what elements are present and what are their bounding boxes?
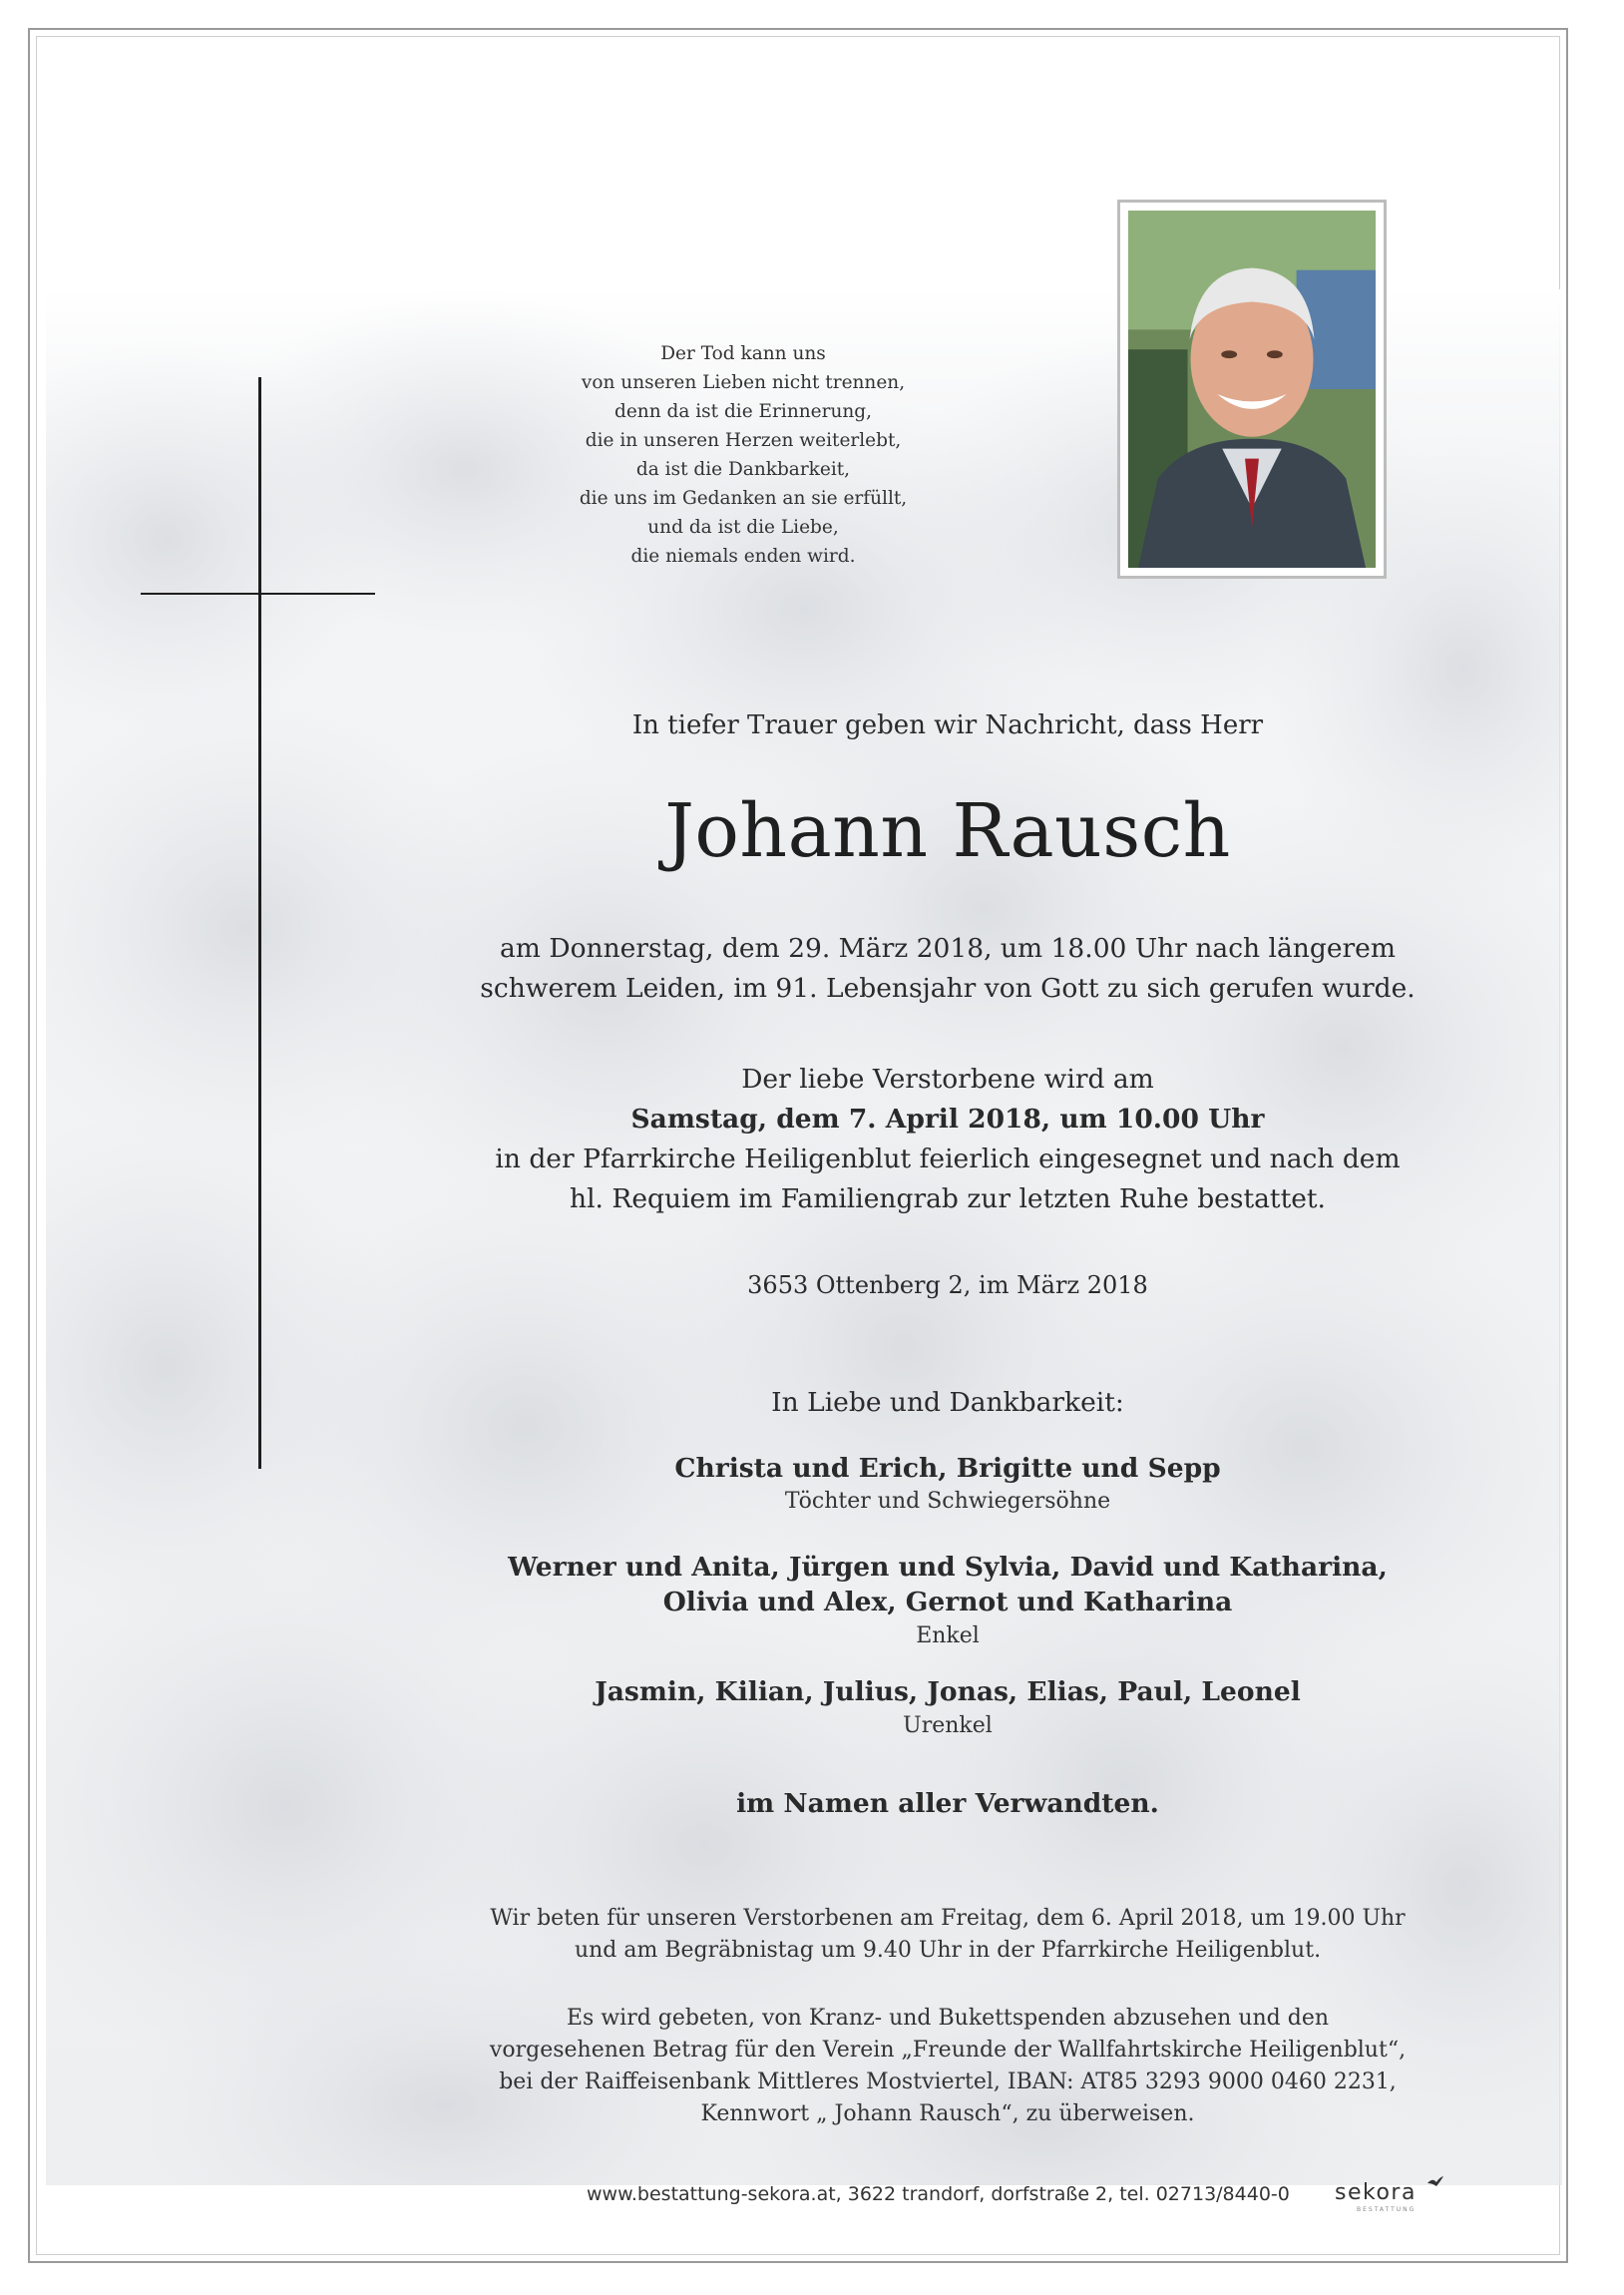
portrait-photo [1117,200,1387,579]
footer-contact: www.bestattung-sekora.at, 3622 trandorf, dorfstraße 2, tel. 02713/8440-0 [587,2183,1290,2205]
funeral-date: Samstag, dem 7. April 2018, um 10.00 Uhr [630,1104,1265,1135]
mourners-heading: In Liebe und Dankbarkeit: [771,1387,1124,1418]
cross-vertical [258,377,261,1469]
grandchildren-label: Enkel [916,1623,980,1648]
poem-line: da ist die Dankbarkeit, [635,459,851,480]
donation-line-1: Es wird gebeten, von Kranz- und Bukettspenden abzusehen und den [566,2006,1330,2031]
funeral-line-4: hl. Requiem im Familiengrab zur letzten Ruhe bestattet. [570,1183,1326,1214]
death-line-1: am Donnerstag, dem 29. März 2018, um 18.00 Uhr nach längerem [500,933,1396,964]
bird-icon [1426,2175,1444,2189]
daughters-names: Christa und Erich, Brigitte und Sepp [674,1453,1221,1484]
intro-text: In tiefer Trauer geben wir Nachricht, dass Herr [631,710,1264,740]
brand-subtitle: BESTATTUNG [1357,2206,1417,2213]
daughters-label: Töchter und Schwiegersöhne [784,1489,1111,1514]
donation-line-2: vorgesehenen Betrag für den Verein „Freunde der Wallfahrtskirche Heiligenblut“, [489,2038,1407,2063]
donation-line-3: bei der Raiffeisenbank Mittleres Mostviertel, IBAN: AT85 3293 9000 0460 2231, [499,2069,1397,2094]
prayer-line-1: Wir beten für unseren Verstorbenen am Freitag, dem 6. April 2018, um 19.00 Uhr [490,1906,1406,1931]
donation-line-4: Kennwort „ Johann Rausch“, zu überweisen. [700,2101,1195,2126]
great-grandchildren-names: Jasmin, Kilian, Julius, Jonas, Elias, Paul, Leonel [595,1676,1301,1707]
closing-line: im Namen aller Verwandten. [736,1788,1159,1819]
portrait-image [1128,211,1376,568]
funeral-line-3: in der Pfarrkirche Heiligenblut feierlich eingesegnet und nach dem [495,1144,1401,1174]
poem-line: und da ist die Liebe, [647,517,839,538]
poem [539,339,948,571]
prayer-line-2: und am Begräbnistag um 9.40 Uhr in der Pfarrkirche Heiligenblut. [574,1938,1322,1963]
poem-line: die in unseren Herzen weiterlebt, [585,430,902,451]
brand-logo-text: sekora [1335,2180,1417,2205]
poem-line: Der Tod kann uns [660,343,826,364]
great-grandchildren-label: Urenkel [903,1713,993,1738]
death-line-2: schwerem Leiden, im 91. Lebensjahr von Gott zu sich gerufen wurde. [480,973,1416,1004]
poem-line: die uns im Gedanken an sie erfüllt, [579,488,908,509]
funeral-line-1: Der liebe Verstorbene wird am [741,1064,1154,1095]
poem-line: von unseren Lieben nicht trennen, [581,372,906,393]
grandchildren-line-2: Olivia und Alex, Gernot und Katharina [662,1587,1233,1617]
poem-line: denn da ist die Erinnerung, [613,401,872,422]
place-date: 3653 Ottenberg 2, im März 2018 [747,1271,1148,1299]
poem-line: die niemals enden wird. [630,546,856,567]
deceased-name: Johann Rausch [664,788,1231,874]
cross-horizontal [141,593,375,595]
grandchildren-line-1: Werner und Anita, Jürgen und Sylvia, David und Katharina, [508,1552,1388,1583]
